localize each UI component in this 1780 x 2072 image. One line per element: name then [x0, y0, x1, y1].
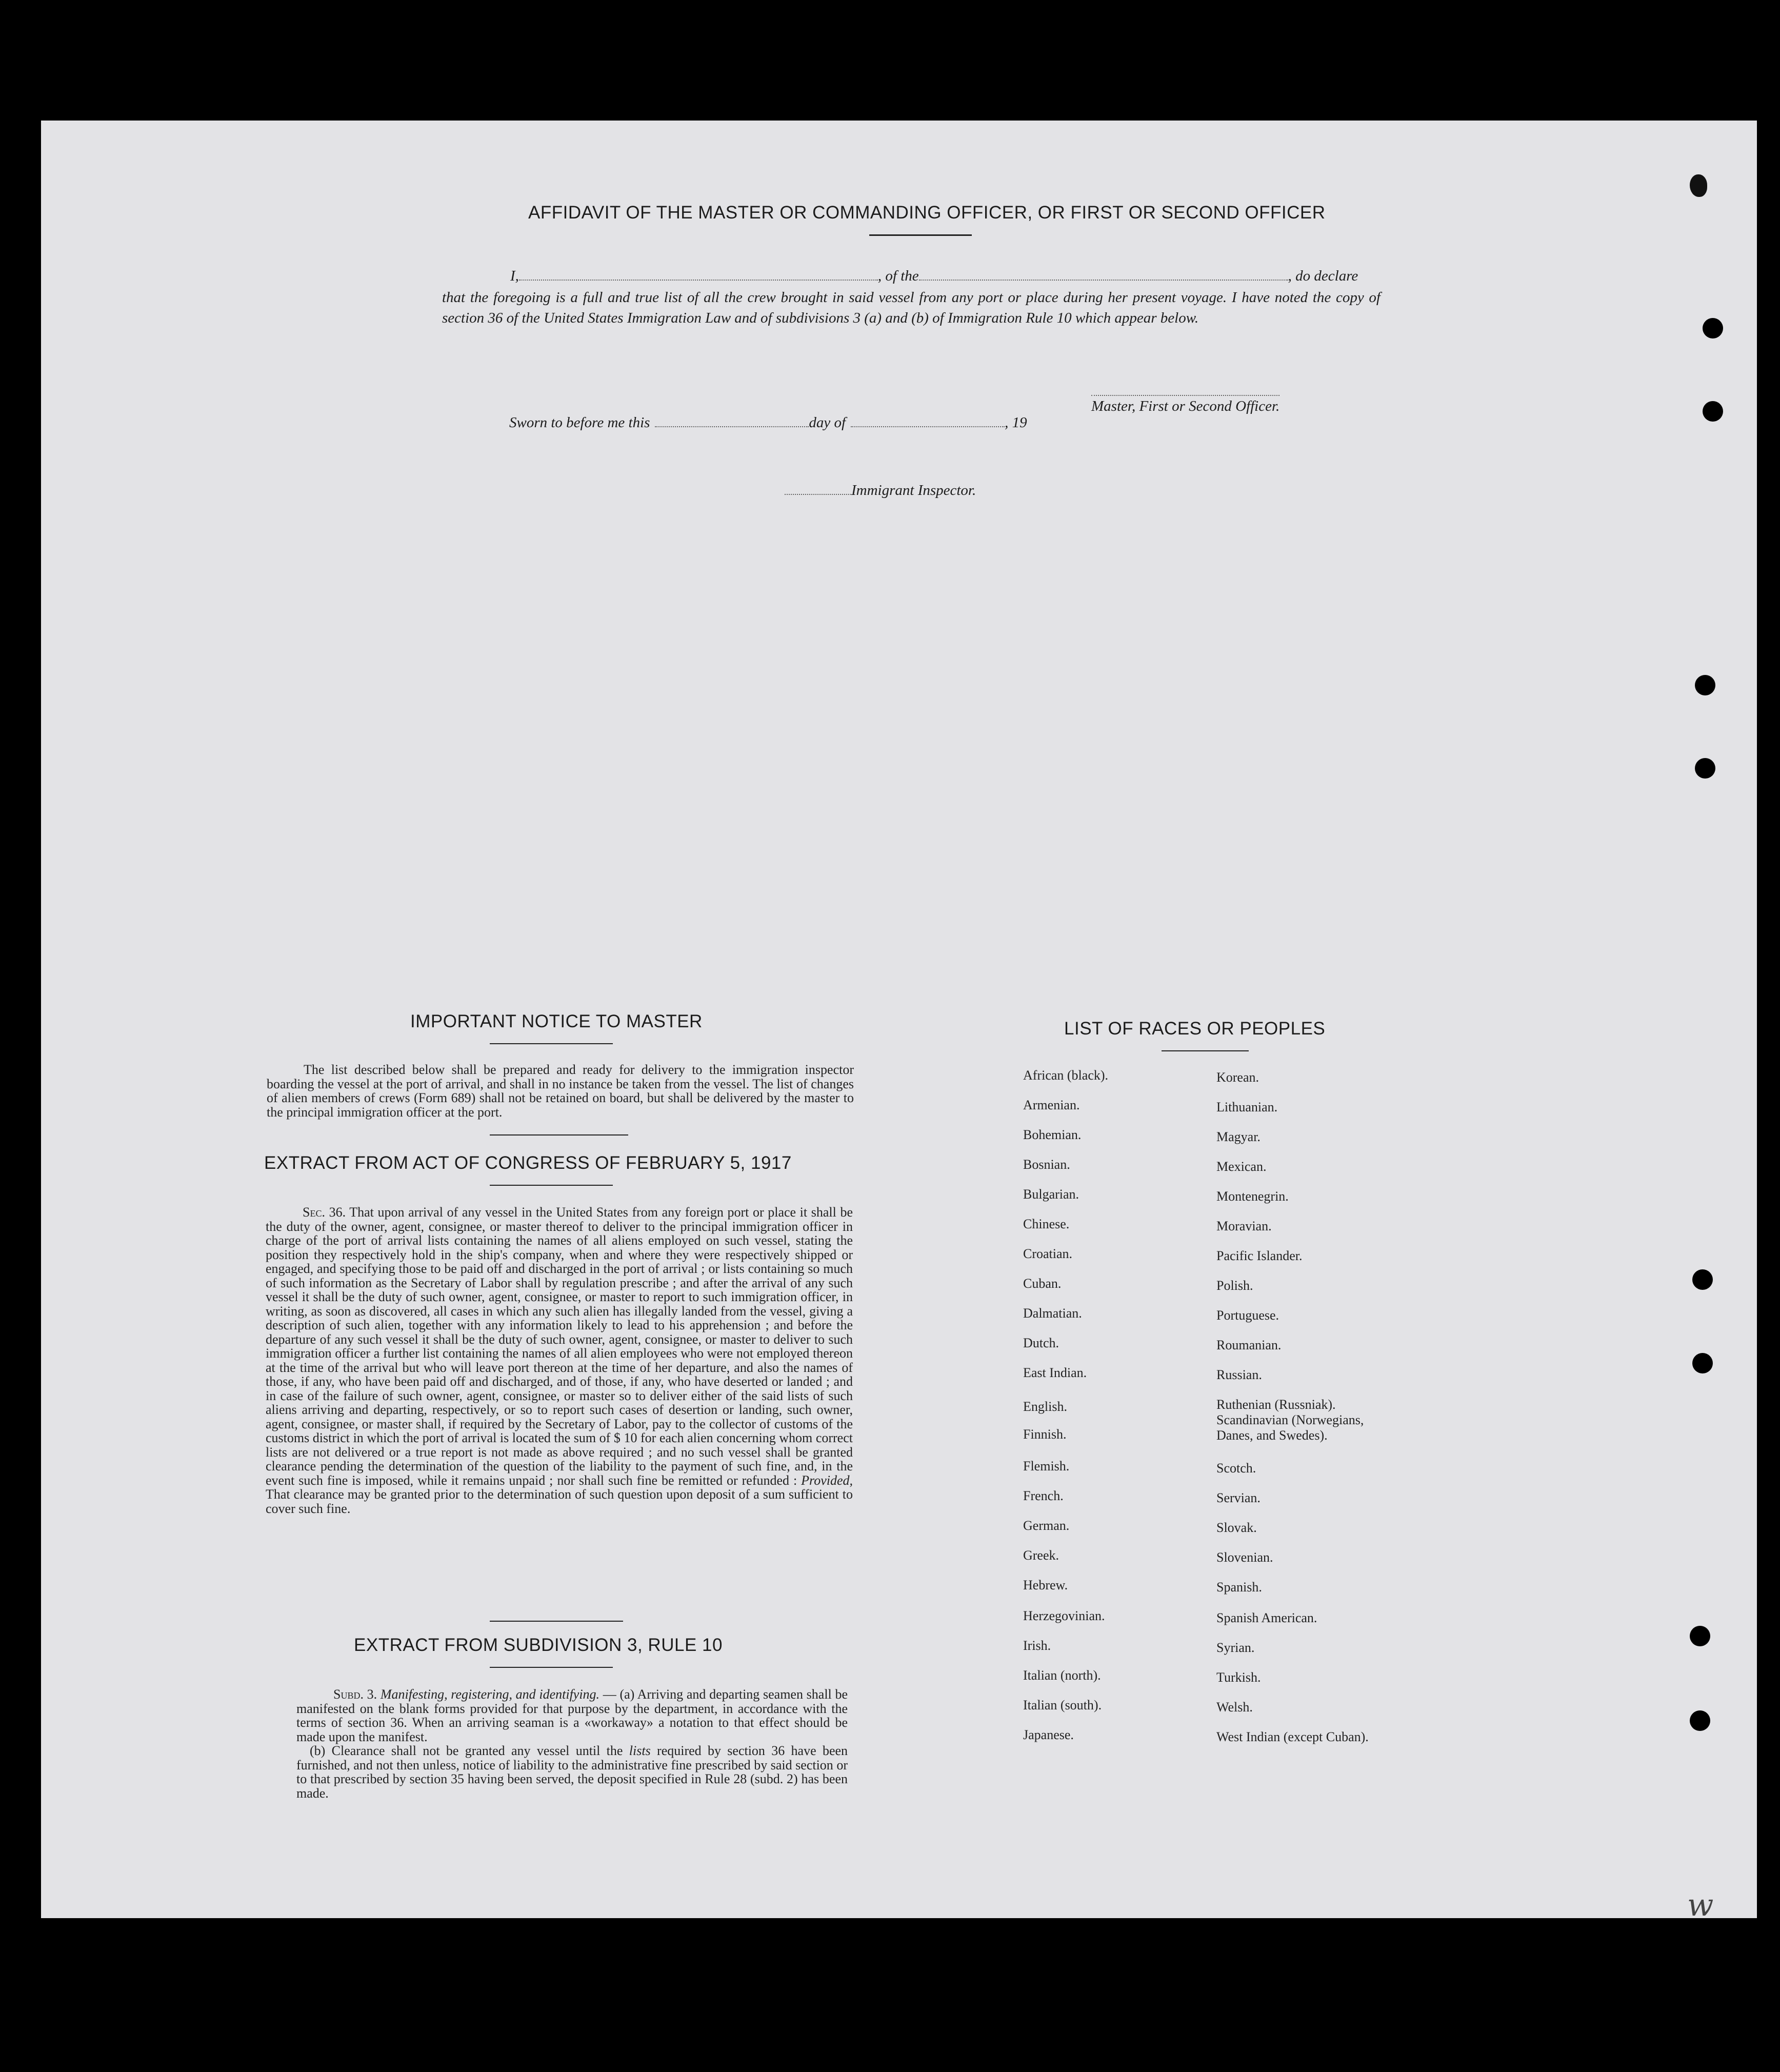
act-end-rule [490, 1621, 623, 1622]
pencil-mark: w [1687, 1887, 1714, 1923]
race-item: Polish. [1216, 1278, 1253, 1293]
binder-hole [1695, 675, 1715, 695]
of-the-label: , of the [877, 268, 919, 284]
subd-heading: Manifesting, registering, and identifying. [380, 1687, 600, 1702]
race-item: German. [1023, 1518, 1070, 1533]
rule-para-a [296, 1687, 848, 1744]
binder-hole [1692, 1353, 1713, 1373]
race-item: West Indian (except Cuban). [1216, 1729, 1369, 1744]
month-blank [851, 417, 1005, 427]
race-item: Portuguese. [1216, 1308, 1279, 1323]
binder-hole [1695, 758, 1715, 779]
race-item: Russian. [1216, 1367, 1262, 1382]
para-b-lists: lists [629, 1743, 651, 1758]
race-item: Mexican. [1216, 1159, 1267, 1174]
document-page [41, 121, 1757, 1918]
race-item: Hebrew. [1023, 1578, 1068, 1592]
race-item: Scandinavian (Norwegians, [1216, 1412, 1364, 1427]
para-a-text: Arriving and departing seamen shall be manifested on the blank forms provided for that purpose by the department, in accordance with the terms of section 36. When an arriving seaman is a «workaway» a notation to that effect should be made upon the manifest. [296, 1687, 848, 1744]
race-item: Pacific Islander. [1216, 1248, 1303, 1263]
race-item: Roumanian. [1216, 1338, 1282, 1352]
race-item: Syrian. [1216, 1640, 1255, 1655]
race-item: Montenegrin. [1216, 1189, 1289, 1204]
race-item: Armenian. [1023, 1098, 1080, 1112]
notice-title: IMPORTANT NOTICE TO MASTER [410, 1011, 703, 1031]
sec-label: Sec. 36. [303, 1205, 346, 1220]
year-label: , 19 [1005, 414, 1027, 431]
race-item: Italian (south). [1023, 1698, 1102, 1712]
race-item: English. [1023, 1399, 1067, 1414]
rule-para-b [296, 1744, 848, 1800]
act-body-end: That clearance may be granted prior to the determination of such question upon deposit of a sum sufficient to cover such fine. [266, 1487, 853, 1516]
subd-label: Subd. 3. [333, 1687, 377, 1702]
race-item: Greek. [1023, 1548, 1059, 1563]
race-item: Magyar. [1216, 1129, 1261, 1144]
race-item: Spanish American. [1216, 1610, 1317, 1625]
sworn-label: Sworn to before me this [509, 414, 650, 431]
affidavit-title: AFFIDAVIT OF THE MASTER OR COMMANDING OFFICER, OR FIRST OR SECOND OFFICER [528, 203, 1326, 223]
race-item: Croatian. [1023, 1246, 1073, 1261]
race-item: Bulgarian. [1023, 1187, 1079, 1202]
race-item: Welsh. [1216, 1700, 1253, 1715]
race-item: Flemish. [1023, 1459, 1070, 1473]
race-item: Ruthenian (Russniak). [1216, 1397, 1336, 1412]
race-item: Korean. [1216, 1070, 1259, 1085]
race-item: Turkish. [1216, 1670, 1261, 1685]
act-rule [490, 1185, 613, 1186]
notice-text: The list described below shall be prepared and ready for delivery to the immigration inspector boarding the vessel at the port of arrival, and shall in no instance be taken from the vessel. The list of changes of alien members of crews (Form 689) shall not be retained on board, but shall be delivered by the master to the principal immigration officer at the port. [267, 1062, 854, 1120]
race-item: Japanese. [1023, 1727, 1074, 1742]
act-body: That upon arrival of any vessel in the United States from any foreign port or place it shall be the duty of the owner, agent, consignee, or master thereof to deliver to the principal immigration officer in charge of the port of arrival lists containing the names of all aliens employed on such vessel, stating the position they respectively hold in the ship's company, when and where they were respectively shipped or engaged, and specifying those to be paid off and discharged in the port of arrival ; or lists containing so much of such information as the Secretary of Labor shall by regulation prescribe ; and after the arrival of any such vessel it shall be the duty of such owner, agent, consignee, or master to report to such immigration officer, in writing, as soon as discovered, all cases in which any such alien has illegally landed from the vessel, giving a description of such alien, together with any information likely to lead to his apprehension ; and before the departure of any such vessel it shall be the duty of such owner, agent, consignee, or master to deliver to such immigration officer a further list containing the names of all alien employees who were not employed thereon at the time of the arrival but who will leave port thereon at the time of her departure, and also the names of those, if any, who have been paid off and discharged, and of those, if any, who have deserted or landed ; and in case of the failure of such owner, agent, consignee, or master so to deliver either of the said lists of such aliens arriving and departing, respectively, or so to report such cases of desertion or landing, such owner, agent, consignee, or master shall, if required by the Secretary of Labor, pay to the collector of customs of the customs district in which the port of arrival is located the sum of $ 10 for each alien concerning whom correct lists are not delivered or a true report is not made as above required ; and no such vessel shall be granted clearance pending the determination of the question of the liability to the payment of such fine, and, in the event such fine is imposed, while it remains unpaid ; nor shall such fine be remitted or refunded : [266, 1205, 853, 1488]
act-text [266, 1205, 853, 1516]
para-b-label: (b) [310, 1743, 326, 1758]
day-of-label: day of [809, 414, 846, 431]
race-item: East Indian. [1023, 1365, 1087, 1380]
act-title: EXTRACT FROM ACT OF CONGRESS OF FEBRUARY 5, 1917 [264, 1153, 792, 1173]
race-item: Lithuanian. [1216, 1100, 1278, 1114]
race-item: Slovenian. [1216, 1550, 1273, 1565]
name-blank [519, 270, 878, 281]
provided-label: Provided, [801, 1472, 853, 1488]
notice-rule [490, 1043, 613, 1044]
master-signature-line [1091, 395, 1279, 415]
rule-text [296, 1687, 848, 1800]
race-item: Bosnian. [1023, 1157, 1070, 1172]
inspector-label: Immigrant Inspector. [851, 482, 976, 499]
race-item: Scotch. [1216, 1461, 1256, 1476]
i-label: I, [510, 268, 519, 284]
day-blank [655, 417, 809, 427]
race-item: French. [1023, 1488, 1064, 1503]
race-item: Servian. [1216, 1490, 1261, 1505]
race-item: Spanish. [1216, 1580, 1262, 1595]
rule-title: EXTRACT FROM SUBDIVISION 3, RULE 10 [354, 1635, 723, 1655]
race-item: Cuban. [1023, 1276, 1062, 1291]
binder-hole [1703, 318, 1723, 338]
notice-end-rule [490, 1134, 628, 1135]
race-item: African (black). [1023, 1068, 1109, 1083]
race-item: Danes, and Swedes). [1216, 1428, 1328, 1443]
race-item: Irish. [1023, 1638, 1051, 1653]
race-item: Finnish. [1023, 1427, 1067, 1442]
vessel-blank [919, 270, 1288, 281]
binder-hole [1703, 401, 1723, 422]
races-rule [1162, 1050, 1249, 1051]
inspector-blank [785, 485, 851, 495]
race-item: Dutch. [1023, 1336, 1059, 1350]
rule-rule [490, 1667, 613, 1668]
para-a-label: — (a) [603, 1687, 635, 1702]
binder-hole [1690, 1626, 1710, 1646]
corner-ink-mark [1690, 174, 1707, 197]
race-item: Bohemian. [1023, 1127, 1082, 1142]
race-item: Herzegovinian. [1023, 1608, 1105, 1623]
binder-hole [1692, 1269, 1713, 1290]
race-item: Italian (north). [1023, 1668, 1101, 1683]
do-declare-label: , do declare [1288, 268, 1358, 284]
para-b-text-1: Clearance shall not be granted any vessel until the [331, 1743, 623, 1758]
race-item: Moravian. [1216, 1219, 1272, 1233]
sworn-line [509, 414, 1027, 431]
race-item: Slovak. [1216, 1520, 1257, 1535]
races-title: LIST OF RACES OR PEOPLES [1064, 1019, 1326, 1039]
binder-hole [1690, 1710, 1710, 1731]
title-rule [869, 234, 972, 236]
para-b-text-2: required by section 36 have been furnished, and not then unless, notice of liability to the administrative fine prescribed by said section or to that prescribed by section 35 having been served, the deposit specified in Rule 28 (subd. 2) has been made. [296, 1743, 848, 1801]
master-label: Master, First or Second Officer. [1091, 398, 1280, 414]
race-item: Chinese. [1023, 1217, 1070, 1231]
race-item: Dalmatian. [1023, 1306, 1082, 1321]
affidavit-paragraph: that the foregoing is a full and true list of all the crew brought in said vessel from any port or place during her present voyage. I have noted the copy of section 36 of the United States Immigration Law and of subdivisions 3 (a) and (b) of Immigration Rule 10 which appear below. [442, 289, 1381, 326]
inspector-line [785, 482, 976, 499]
affidavit-line-1 [510, 268, 1358, 285]
